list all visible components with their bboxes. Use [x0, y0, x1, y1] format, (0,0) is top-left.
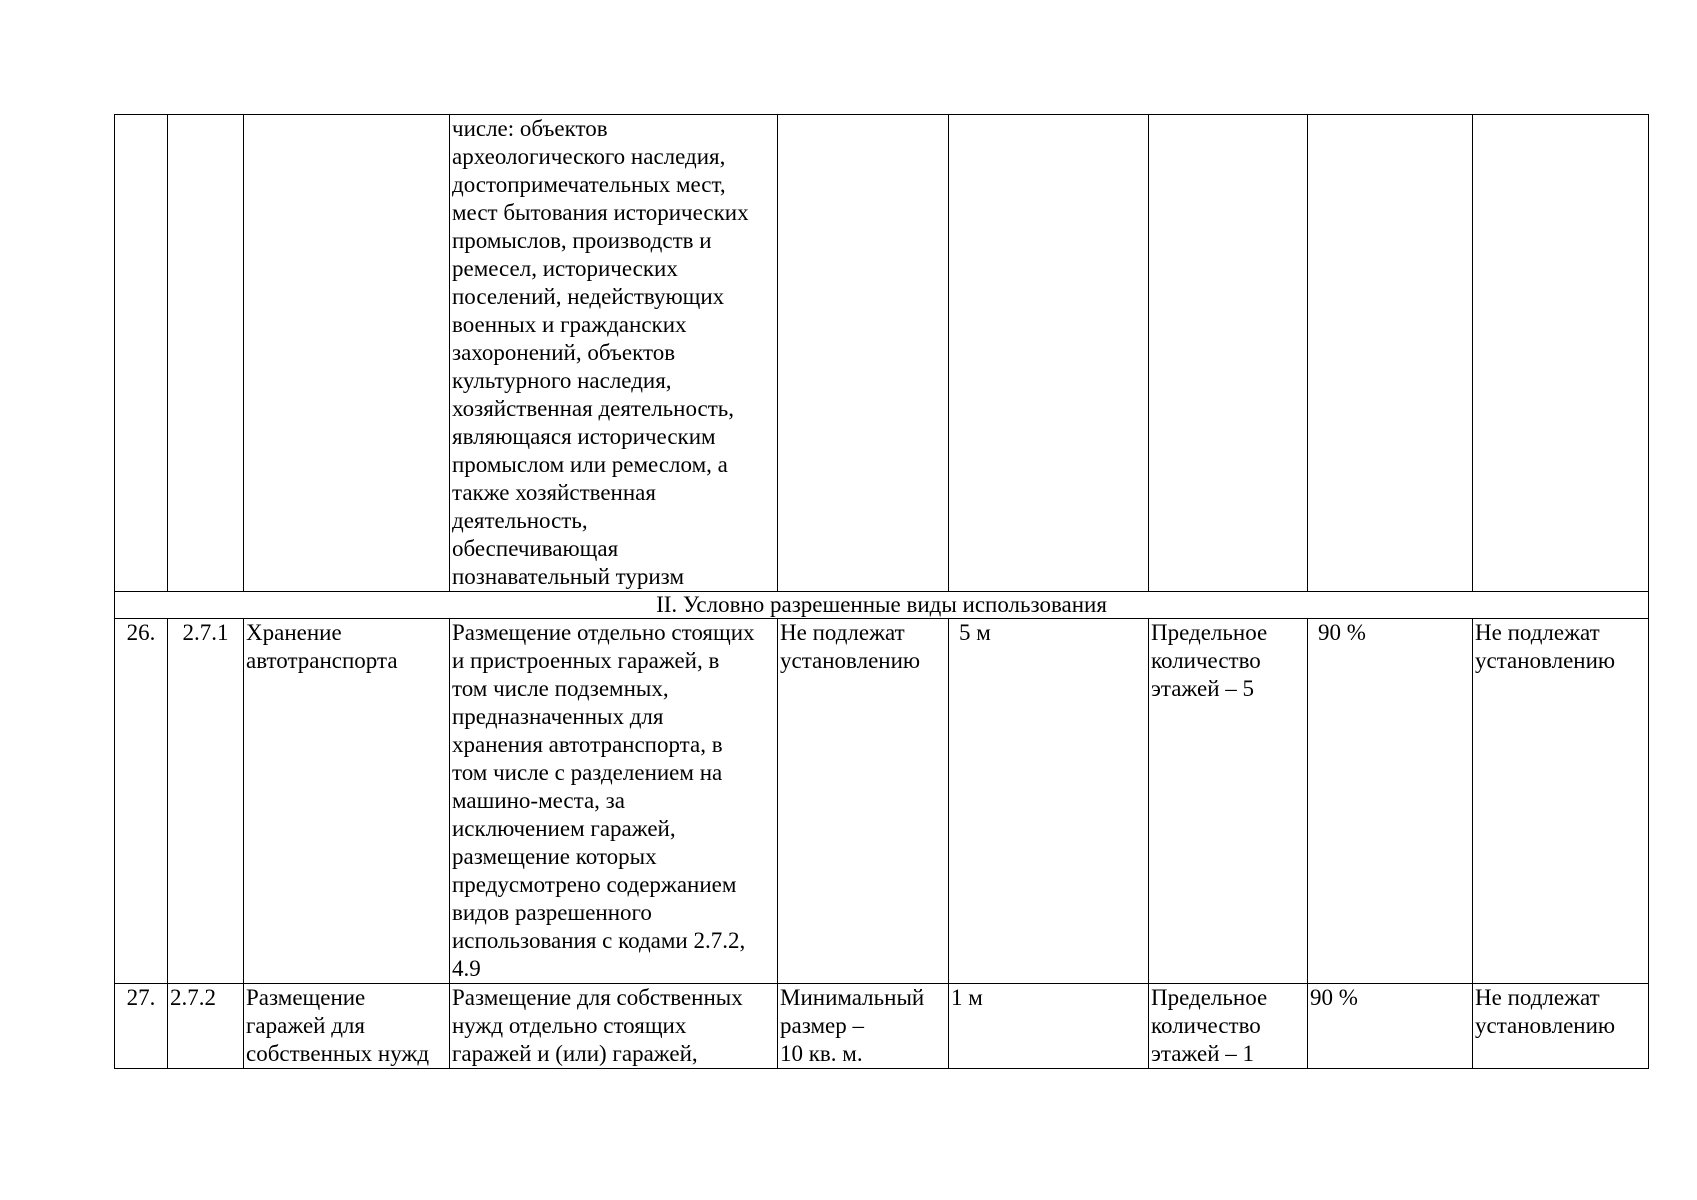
- cell-number: 27.: [115, 984, 168, 1069]
- cell-other: [1473, 115, 1649, 592]
- cell-floors: Предельное количество этажей – 1: [1149, 984, 1308, 1069]
- cell-plot-size: Минимальный размер – 10 кв. м.: [778, 984, 949, 1069]
- cell-coverage: [1308, 115, 1473, 592]
- cell-floors: Предельное количество этажей – 5: [1149, 619, 1308, 984]
- cell-coverage: 90 %: [1308, 619, 1473, 984]
- cell-plot-size: [778, 115, 949, 592]
- cell-setback: 1 м: [949, 984, 1149, 1069]
- cell-code: 2.7.1: [168, 619, 244, 984]
- table-row: [115, 984, 1649, 1069]
- cell-setback: [949, 115, 1149, 592]
- cell-plot-size: Не подлежат установлению: [778, 619, 949, 984]
- cell-description: Размещение для собственных нужд отдельно стоящих гаражей и (или) гаражей,: [450, 984, 778, 1069]
- cell-name: Размещение гаражей для собственных нужд: [244, 984, 450, 1069]
- cell-coverage: 90 %: [1308, 984, 1473, 1069]
- table-row: [115, 619, 1649, 984]
- section-heading-row: [115, 592, 1649, 619]
- cell-other: Не подлежат установлению: [1473, 984, 1649, 1069]
- section-heading: II. Условно разрешенные виды использования: [115, 592, 1649, 619]
- cell-name: Хранение автотранспорта: [244, 619, 450, 984]
- cell-floors: [1149, 115, 1308, 592]
- cell-description: числе: объектов археологического наследия, достопримечательных мест, мест бытования исторических промыслов, производств и ремесел, исторических поселений, недействующих военных и гражданских захоронений, объектов культурного наследия, хозяйственная деятельность, являющаяся историческим промыслом или ремеслом, а также хозяйственная деятельность, обеспечивающая познавательный туризм: [450, 115, 778, 592]
- cell-number: 26.: [115, 619, 168, 984]
- cell-code: [168, 115, 244, 592]
- cell-number: [115, 115, 168, 592]
- land-use-regulations-table: [114, 114, 1649, 1069]
- cell-setback: 5 м: [949, 619, 1149, 984]
- cell-description: Размещение отдельно стоящих и пристроенных гаражей, в том числе подземных, предназначенных для хранения автотранспорта, в том числе с разделением на машино-места, за исключением гаражей, размещение которых предусмотрено содержанием видов разрешенного использования с кодами 2.7.2, 4.9: [450, 619, 778, 984]
- cell-code: 2.7.2: [168, 984, 244, 1069]
- cell-name: [244, 115, 450, 592]
- table-row-continued: [115, 115, 1649, 592]
- cell-other: Не подлежат установлению: [1473, 619, 1649, 984]
